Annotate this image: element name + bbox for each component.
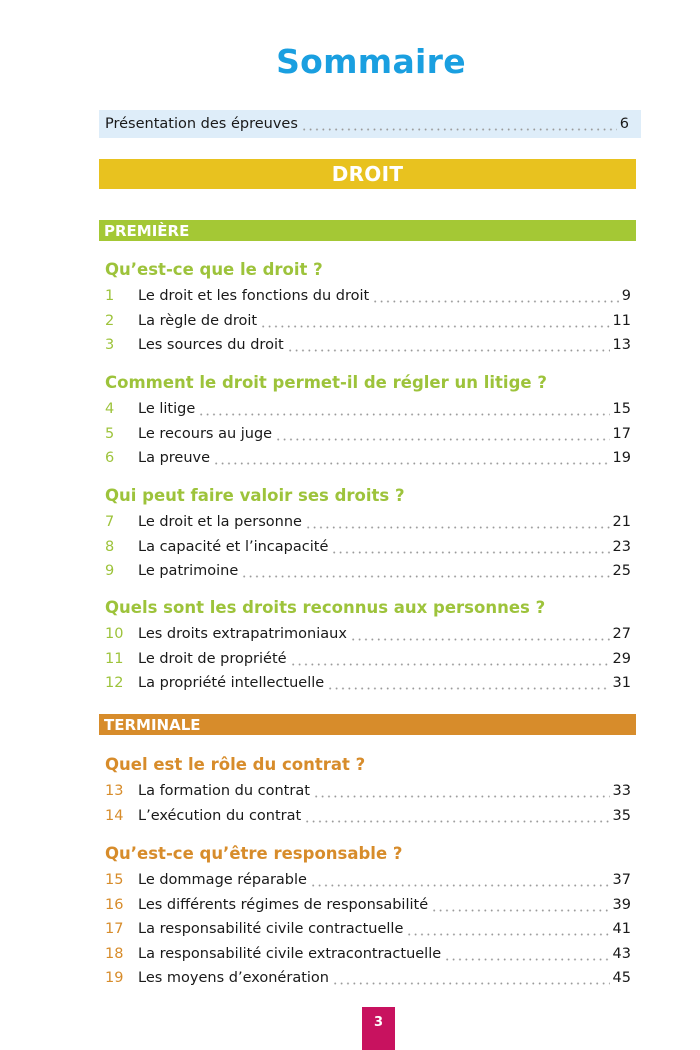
dot-leader: [304, 809, 609, 823]
entry-number: 13: [105, 783, 124, 800]
toc-entry[interactable]: [105, 966, 631, 991]
subject-band: DROIT: [99, 159, 636, 189]
entry-title: L’exécution du contrat: [138, 807, 302, 824]
toc-entry[interactable]: [105, 893, 631, 918]
entry-title: Les droits extrapatrimoniaux: [138, 626, 347, 643]
toc-entry-presentation[interactable]: [99, 110, 641, 138]
chapter-title: Qu’est-ce que le droit ?: [105, 260, 323, 279]
chapter-title: Quel est le rôle du contrat ?: [105, 755, 366, 774]
toc-entry[interactable]: [105, 559, 631, 584]
entry-page: 31: [612, 675, 631, 692]
entry-page: 25: [612, 563, 631, 580]
entry-page: 13: [612, 337, 631, 354]
entry-title: Présentation des épreuves: [105, 116, 298, 132]
dot-leader: [301, 117, 617, 131]
chapter: [105, 594, 631, 696]
dot-leader: [260, 314, 609, 328]
level-band-terminale: TERMINALE: [99, 714, 636, 735]
toc-entry[interactable]: [105, 309, 631, 334]
entry-number: 7: [105, 514, 115, 531]
entry-page: 29: [612, 650, 631, 667]
toc-entry[interactable]: [105, 647, 631, 672]
entry-number: 12: [105, 675, 124, 692]
entry-title: La capacité et l’incapacité: [138, 538, 329, 555]
entry-page: 19: [612, 450, 631, 467]
toc-entry[interactable]: [105, 622, 631, 647]
entry-number: 1: [105, 288, 115, 305]
entry-title: Les moyens d’exonération: [138, 970, 329, 987]
entry-page: 11: [612, 312, 631, 329]
entry-number: 10: [105, 626, 124, 643]
toc-entry[interactable]: [105, 510, 631, 535]
chapter-title: Qu’est-ce qu’être responsable ?: [105, 844, 403, 863]
entry-title: Le patrimoine: [138, 563, 239, 580]
entry-title: La responsabilité civile contractuelle: [138, 921, 404, 938]
chapter: [105, 256, 631, 358]
entry-page: 9: [621, 288, 631, 305]
entry-number: 2: [105, 312, 115, 329]
dot-leader: [431, 898, 609, 912]
entry-title: Le dommage réparable: [138, 872, 307, 889]
chapter: [105, 840, 631, 991]
entry-number: 11: [105, 650, 124, 667]
dot-leader: [332, 971, 610, 985]
toc-entry[interactable]: [105, 804, 631, 829]
dot-leader: [444, 947, 609, 961]
entry-number: 14: [105, 807, 124, 824]
chapter-title: Qui peut faire valoir ses droits ?: [105, 486, 405, 505]
entry-number: 15: [105, 872, 124, 889]
entry-title: Le recours au juge: [138, 425, 273, 442]
dot-leader: [372, 289, 619, 303]
dot-leader: [331, 540, 609, 554]
entry-title: Le droit et la personne: [138, 514, 302, 531]
toc-entry[interactable]: [105, 535, 631, 560]
entry-page: 41: [612, 921, 631, 938]
entry-page: 15: [612, 401, 631, 418]
dot-leader: [290, 652, 610, 666]
dot-leader: [305, 515, 610, 529]
chapter: [105, 482, 631, 584]
dot-leader: [313, 784, 610, 798]
entry-number: 19: [105, 970, 124, 987]
entry-title: Les sources du droit: [138, 337, 284, 354]
dot-leader: [275, 427, 609, 441]
page-title: Sommaire: [276, 42, 466, 81]
entry-number: 16: [105, 896, 124, 913]
chapter: [105, 751, 631, 828]
toc-entry[interactable]: [105, 779, 631, 804]
entry-number: 8: [105, 538, 115, 555]
entry-page: 6: [619, 116, 629, 132]
entry-title: Le droit de propriété: [138, 650, 287, 667]
entry-title: La formation du contrat: [138, 783, 310, 800]
toc-entry[interactable]: [105, 422, 631, 447]
entry-title: La preuve: [138, 450, 211, 467]
dot-leader: [287, 338, 610, 352]
entry-page: 43: [612, 945, 631, 962]
page-number-badge: 3: [362, 1007, 395, 1050]
entry-title: Le litige: [138, 401, 196, 418]
entry-number: 17: [105, 921, 124, 938]
entry-page: 39: [612, 896, 631, 913]
toc-entry[interactable]: [105, 868, 631, 893]
toc-entry[interactable]: [105, 917, 631, 942]
dot-leader: [198, 402, 609, 416]
dot-leader: [310, 873, 610, 887]
entry-number: 4: [105, 401, 115, 418]
entry-number: 6: [105, 450, 115, 467]
dot-leader: [350, 627, 610, 641]
entry-title: La propriété intellectuelle: [138, 675, 325, 692]
entry-page: 33: [612, 783, 631, 800]
entry-number: 9: [105, 563, 115, 580]
entry-page: 21: [612, 514, 631, 531]
dot-leader: [406, 922, 609, 936]
entry-number: 3: [105, 337, 115, 354]
entry-page: 23: [612, 538, 631, 555]
toc-entry[interactable]: [105, 284, 631, 309]
toc-entry[interactable]: [105, 397, 631, 422]
entry-title: Les différents régimes de responsabilité: [138, 896, 429, 913]
entry-number: 18: [105, 945, 124, 962]
dot-leader: [241, 564, 609, 578]
entry-title: La règle de droit: [138, 312, 258, 329]
toc-entry[interactable]: [105, 671, 631, 696]
chapter-title: Comment le droit permet-il de régler un litige ?: [105, 373, 547, 392]
entry-number: 5: [105, 425, 115, 442]
toc-entry[interactable]: [105, 942, 631, 967]
toc-entry[interactable]: [105, 446, 631, 471]
entry-page: 45: [612, 970, 631, 987]
entry-title: Le droit et les fonctions du droit: [138, 288, 370, 305]
entry-page: 35: [612, 807, 631, 824]
dot-leader: [213, 451, 610, 465]
chapter-title: Quels sont les droits reconnus aux personnes ?: [105, 598, 546, 617]
entry-page: 37: [612, 872, 631, 889]
chapter: [105, 369, 631, 471]
dot-leader: [327, 676, 609, 690]
entry-title: La responsabilité civile extracontractuelle: [138, 945, 442, 962]
toc-entry[interactable]: [105, 333, 631, 358]
entry-page: 27: [612, 626, 631, 643]
entry-page: 17: [612, 425, 631, 442]
level-band-premiere: PREMIÈRE: [99, 220, 636, 241]
